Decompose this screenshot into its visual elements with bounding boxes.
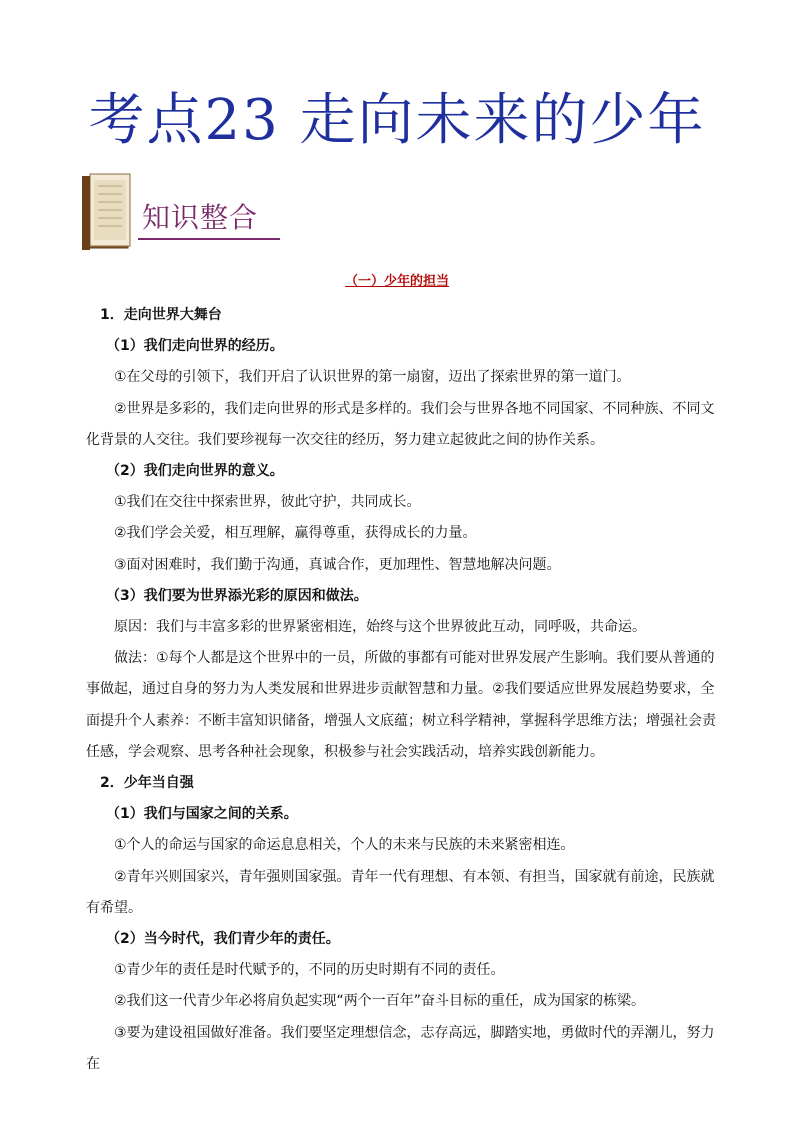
paragraph: ①我们在交往中探索世界，彼此守护，共同成长。 bbox=[114, 494, 421, 511]
subheading-experience: （1）我们走向世界的经历。 bbox=[106, 338, 284, 355]
paragraph: ②世界是多彩的，我们走向世界的形式是多样的。我们会与世界各地不同国家、不同种族、不同文化背景的人交往。我们要珍视每一次交往的经历，努力建立起彼此之间的协作关系。 bbox=[86, 400, 715, 448]
paragraph: ②青年兴则国家兴，青年强则国家强。青年一代有理想、有本领、有担当，国家就有前途，民族就有希望。 bbox=[86, 868, 715, 916]
document-body bbox=[86, 300, 722, 1080]
section-title: （一）少年的担当 bbox=[344, 274, 449, 289]
heading-world-stage: 1．走向世界大舞台 bbox=[100, 307, 222, 323]
heading-self-improvement: 2．少年当自强 bbox=[100, 775, 194, 792]
subheading-responsibility: （2）当今时代，我们青少年的责任。 bbox=[106, 931, 340, 948]
banner-label: 知识整合 bbox=[142, 201, 259, 234]
paragraph: ②我们这一代青少年必将肩负起实现“两个一百年”奋斗目标的重任，成为国家的栋梁。 bbox=[114, 993, 646, 1010]
book-icon bbox=[80, 172, 136, 252]
subheading-reasons: （3）我们要为世界添光彩的原因和做法。 bbox=[106, 587, 368, 604]
banner-underline bbox=[138, 238, 280, 240]
paragraph: ③面对困难时，我们勤于沟通，真诚合作，更加理性、智慧地解决问题。 bbox=[114, 556, 561, 573]
paragraph: ③要为建设祖国做好准备。我们要坚定理想信念，志存高远，脚踏实地，勇做时代的弄潮儿，努力在 bbox=[86, 1024, 715, 1072]
paragraph: ①个人的命运与国家的命运息息相关，个人的未来与民族的未来紧密相连。 bbox=[114, 837, 575, 854]
section-banner bbox=[80, 172, 280, 252]
paragraph: 原因：我们与丰富多彩的世界紧密相连，始终与这个世界彼此互动，同呼吸，共命运。 bbox=[114, 619, 646, 636]
subheading-meaning: （2）我们走向世界的意义。 bbox=[106, 463, 284, 480]
paragraph: ①青少年的责任是时代赋予的，不同的历史时期有不同的责任。 bbox=[114, 962, 505, 979]
subheading-relation: （1）我们与国家之间的关系。 bbox=[106, 806, 298, 823]
paragraph: ②我们学会关爱，相互理解，赢得尊重，获得成长的力量。 bbox=[114, 525, 477, 542]
paragraph: 做法：①每个人都是这个世界中的一员，所做的事都有可能对世界发展产生影响。我们要从普通的事做起，通过自身的努力为人类发展和世界进步贡献智慧和力量。②我们要适应世界发展趋势要求，全面提升个人素养：不断丰富知识储备，增强人文底蕴；树立科学精神，掌握科学思维方法；增强社会责任感，学会观察、思考各种社会现象，积极参与社会实践活动，培养实践创新能力。 bbox=[86, 650, 716, 760]
paragraph: ①在父母的引领下，我们开启了认识世界的第一扇窗，迈出了探索世界的第一道门。 bbox=[114, 369, 631, 386]
page-title: 考点23 走向未来的少年 bbox=[88, 88, 706, 153]
